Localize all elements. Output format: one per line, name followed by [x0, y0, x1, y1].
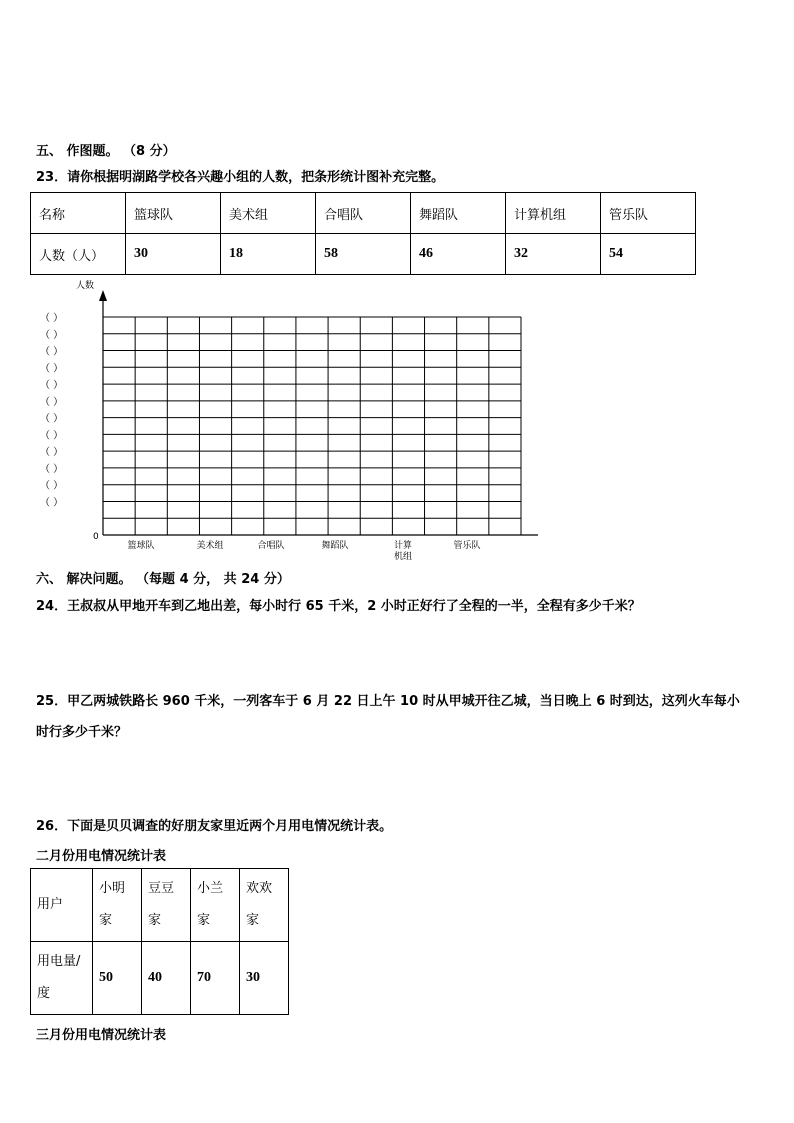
y-tick-placeholder: （ ） [40, 413, 64, 425]
y-tick-placeholder: （ ） [40, 447, 64, 459]
table-cell: 欢欢 家 [240, 869, 289, 942]
y-tick-placeholder: （ ） [40, 480, 64, 492]
chart-x-labels [127, 539, 480, 562]
table-cell: 合唱队 [316, 193, 411, 234]
question-23-text: 23．请你根据明湖路学校各兴趣小组的人数，把条形统计图补充完整。 [36, 170, 445, 185]
table-cell: 舞蹈队 [411, 193, 506, 234]
table-cell: 名称 [31, 193, 126, 234]
y-tick-placeholder: （ ） [40, 363, 64, 375]
y-tick-placeholder: （ ） [40, 313, 64, 324]
y-axis-label: 人数 [76, 281, 95, 291]
table-cell: 50 [93, 942, 142, 1015]
y-tick-placeholder: （ ） [40, 463, 64, 475]
section-6-title: 六、 解决问题。 （每题 4 分， 共 24 分） [36, 572, 290, 587]
table-cell: 计算机组 [506, 193, 601, 234]
table-cell: 小明 家 [93, 869, 142, 942]
origin-label: 0 [93, 532, 99, 542]
table-cell: 18 [221, 234, 316, 275]
y-tick-placeholder: （ ） [40, 346, 64, 358]
february-electricity-table [30, 868, 289, 1015]
table-cell: 70 [191, 942, 240, 1015]
march-table-title: 三月份用电情况统计表 [36, 1028, 167, 1043]
x-tick-label: 管乐队 [453, 541, 481, 551]
question-24-text: 24．王叔叔从甲地开车到乙地出差，每小时行 65 千米，2 小时正好行了全程的一半，全程有多少千米？ [36, 599, 641, 614]
table-cell: 豆豆 家 [142, 869, 191, 942]
bar-chart [0, 275, 560, 570]
february-table-title: 二月份用电情况统计表 [36, 849, 167, 864]
chart-grid [103, 317, 521, 535]
table-row [31, 234, 696, 275]
table-cell: 30 [240, 942, 289, 1015]
table-row [31, 942, 289, 1015]
chart-y-ticks [40, 312, 63, 508]
question-26-text: 26．下面是贝贝调查的好朋友家里近两个月用电情况统计表。 [36, 819, 393, 834]
x-tick-label: 计算机组 [393, 541, 413, 562]
table-cell: 30 [126, 234, 221, 275]
table-cell: 40 [142, 942, 191, 1015]
table-cell: 58 [316, 234, 411, 275]
x-tick-label: 舞蹈队 [321, 541, 349, 551]
table-cell: 54 [601, 234, 696, 275]
table-cell: 管乐队 [601, 193, 696, 234]
y-tick-placeholder: （ ） [40, 497, 64, 509]
table-cell: 用电量/ 度 [31, 942, 93, 1015]
chart-axes [76, 279, 538, 542]
table-cell: 46 [411, 234, 506, 275]
table-cell: 人数（人） [31, 234, 126, 275]
question-25-line-2: 时行多少千米？ [36, 725, 128, 740]
x-tick-label: 篮球队 [127, 541, 155, 551]
section-5-title: 五、 作图题。 （8 分） [36, 144, 176, 159]
table-cell: 用户 [31, 869, 93, 942]
y-axis-arrow-icon [99, 290, 107, 301]
y-tick-placeholder: （ ） [40, 380, 64, 392]
table-cell: 32 [506, 234, 601, 275]
x-tick-label: 合唱队 [257, 541, 285, 551]
table-cell: 篮球队 [126, 193, 221, 234]
y-tick-placeholder: （ ） [40, 430, 64, 442]
table-cell: 美术组 [221, 193, 316, 234]
y-tick-placeholder: （ ） [40, 329, 64, 341]
table-header-row [31, 869, 289, 942]
table-header-row [31, 193, 696, 234]
y-tick-placeholder: （ ） [40, 396, 64, 408]
question-25-line-1: 25．甲乙两城铁路长 960 千米，一列客车于 6 月 22 日上午 10 时从甲城开往乙城，当日晚上 6 时到达，这列火车每小 [36, 694, 740, 709]
x-tick-label: 美术组 [196, 541, 224, 551]
interest-group-table [30, 192, 696, 275]
table-cell: 小兰 家 [191, 869, 240, 942]
